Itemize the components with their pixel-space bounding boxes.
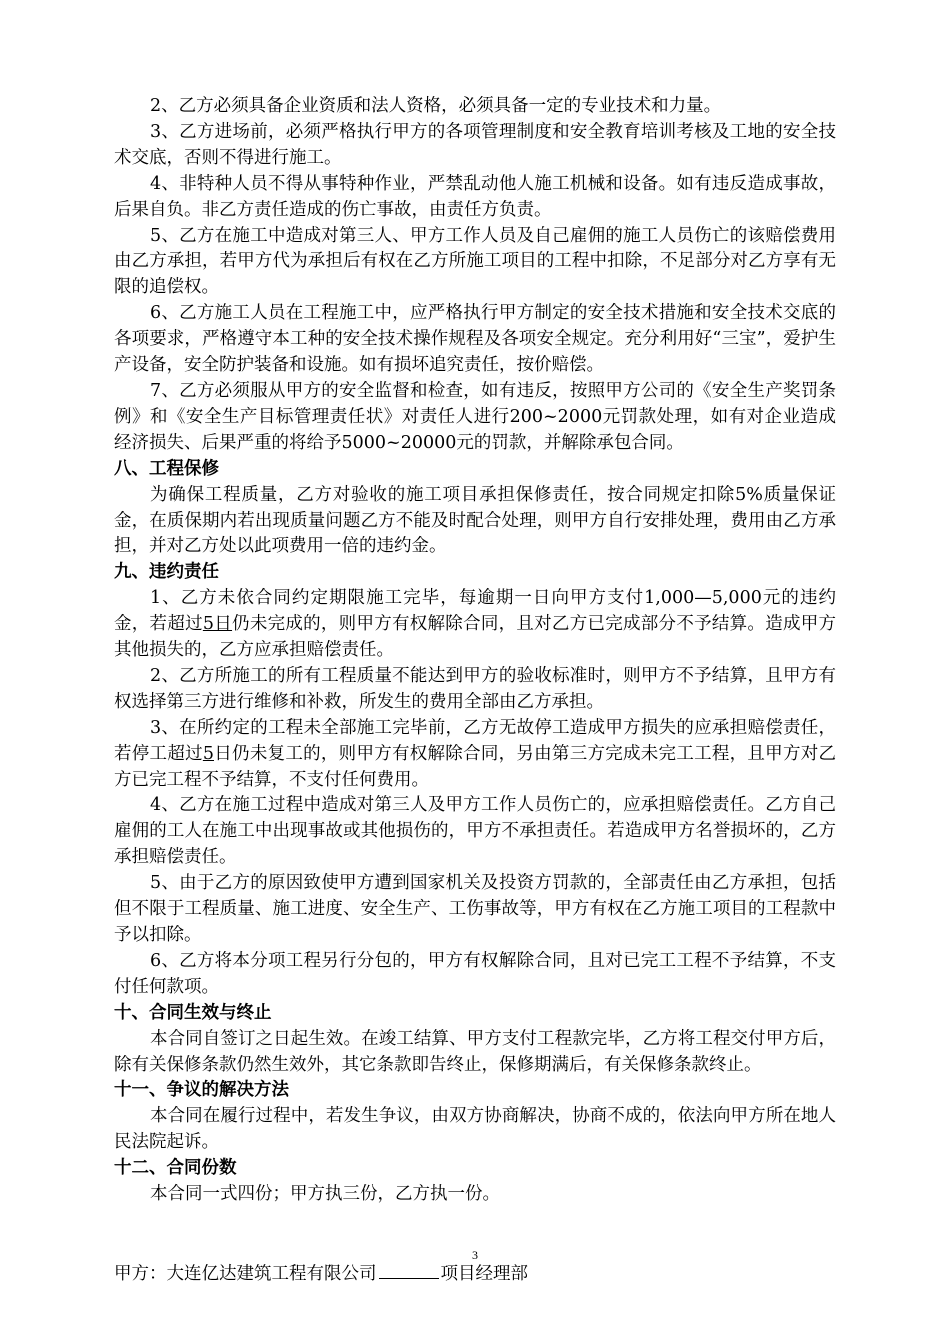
underlined-value: 5日: [202, 614, 233, 635]
clause-paragraph: 本合同在履行过程中，若发生争议，由双方协商解决，协商不成的，依法向甲方所在地人民法院起诉。: [114, 1106, 836, 1153]
clause-paragraph: 5、乙方在施工中造成对第三人、甲方工作人员及自己雇佣的施工人员伤亡的该赔偿费用由乙方承担，若甲方代为承担后有权在乙方所施工项目的工程中扣除，不足部分对乙方享有无限的追偿权。: [114, 225, 836, 298]
clause-paragraph: 3、乙方进场前，必须严格执行甲方的各项管理制度和安全教育培训考核及工地的安全技术交底，否则不得进行施工。: [114, 121, 836, 168]
section-heading: 八、工程保修: [114, 458, 219, 479]
page-number: 3: [472, 1248, 478, 1262]
clause-paragraph: 2、乙方必须具备企业资质和法人资格，必须具备一定的专业技术和力量。: [150, 96, 722, 116]
clause-paragraph: 本合同自签订之日起生效。在竣工结算、甲方支付工程款完毕，乙方将工程交付甲方后，除有关保修条款仍然生效外，其它条款即告终止，保修期满后，有关保修条款终止。: [114, 1028, 836, 1075]
clause-paragraph: 7、乙方必须服从甲方的安全监督和检查，如有违反，按照甲方公司的《安全生产奖罚条例》和《安全生产目标管理责任状》对责任人进行200~2000元罚款处理，如有对企业造成经济损失、后果严重的将给予5000~20000元的罚款，并解除承包合同。: [114, 380, 836, 453]
clause-paragraph: 本合同一式四份；甲方执三份，乙方执一份。: [150, 1184, 500, 1205]
section-heading: 十一、争议的解决方法: [114, 1080, 289, 1101]
clause-paragraph: 6、乙方将本分项工程另行分包的，甲方有权解除合同，且对已完工工程不予结算，不支付任何款项。: [114, 950, 836, 997]
clause-paragraph: 2、乙方所施工的所有工程质量不能达到甲方的验收标准时，则甲方不予结算，且甲方有权选择第三方进行维修和补救，所发生的费用全部由乙方承担。: [114, 665, 836, 712]
clause-paragraph: 5、由于乙方的原因致使甲方遭到国家机关及投资方罚款的，全部责任由乙方承担，包括但不限于工程质量、施工进度、安全生产、工伤事故等，甲方有权在乙方施工项目的工程款中予以扣除。: [114, 873, 836, 945]
party-a-label: 甲方：大连亿达建筑工程有限公司: [114, 1263, 377, 1284]
clause-text: 1、乙方未依合同约定期限施工完毕，每逾期一日向甲方支付1,000—5,000元的违约金，若超过: [114, 588, 836, 635]
clause-paragraph: 为确保工程质量，乙方对验收的施工项目承担保修责任，按合同规定扣除5%质量保证金，在质保期内若出现质量问题乙方不能及时配合处理，则甲方自行安排处理，费用由乙方承担，并对乙方处以此项费用一倍的违约金。: [114, 484, 836, 557]
section-heading: 十二、合同份数: [114, 1158, 237, 1179]
clause-text: 日仍未复工的，则甲方有权解除合同，另由第三方完成未完工工程，且甲方对乙方已完工程不予结算，不支付任何费用。: [114, 743, 836, 790]
clause-paragraph: [114, 586, 836, 664]
contract-body: [114, 94, 836, 1288]
underlined-value: 5: [202, 743, 214, 764]
section-heading: 九、违约责任: [114, 562, 219, 583]
clause-paragraph: 6、乙方施工人员在工程施工中，应严格执行甲方制定的安全技术措施和安全技术交底的各项要求，严格遵守本工种的安全技术操作规程及各项安全规定。充分利用好“三宝”，爱护生产设备，安全防护装备和设施。如有损坏追究责任，按价赔偿。: [114, 303, 836, 376]
signature-line: [114, 1260, 836, 1288]
party-a-suffix: 项目经理部: [440, 1263, 528, 1284]
section-heading: 十、合同生效与终止: [114, 1002, 272, 1023]
clause-paragraph: [114, 716, 836, 794]
clause-text: 3、在所约定的工程未全部施工完毕前，乙方无故停工造成甲方损失的应承担赔偿责任，若停工超过: [114, 717, 836, 764]
clause-paragraph: 4、乙方在施工过程中造成对第三人及甲方工作人员伤亡的，应承担赔偿责任。乙方自己雇佣的工人在施工中出现事故或其他损伤的，甲方不承担责任。若造成甲方名誉损坏的，乙方承担赔偿责任。: [114, 795, 836, 868]
clause-text: 仍未完成的，则甲方有权解除合同，且对乙方已完成部分不予结算。造成甲方其他损失的，乙方应承担赔偿责任。: [114, 614, 837, 661]
clause-paragraph: 4、非特种人员不得从事特种作业，严禁乱动他人施工机械和设备。如有违反造成事故，后果自负。非乙方责任造成的伤亡事故，由责任方负责。: [114, 173, 836, 220]
